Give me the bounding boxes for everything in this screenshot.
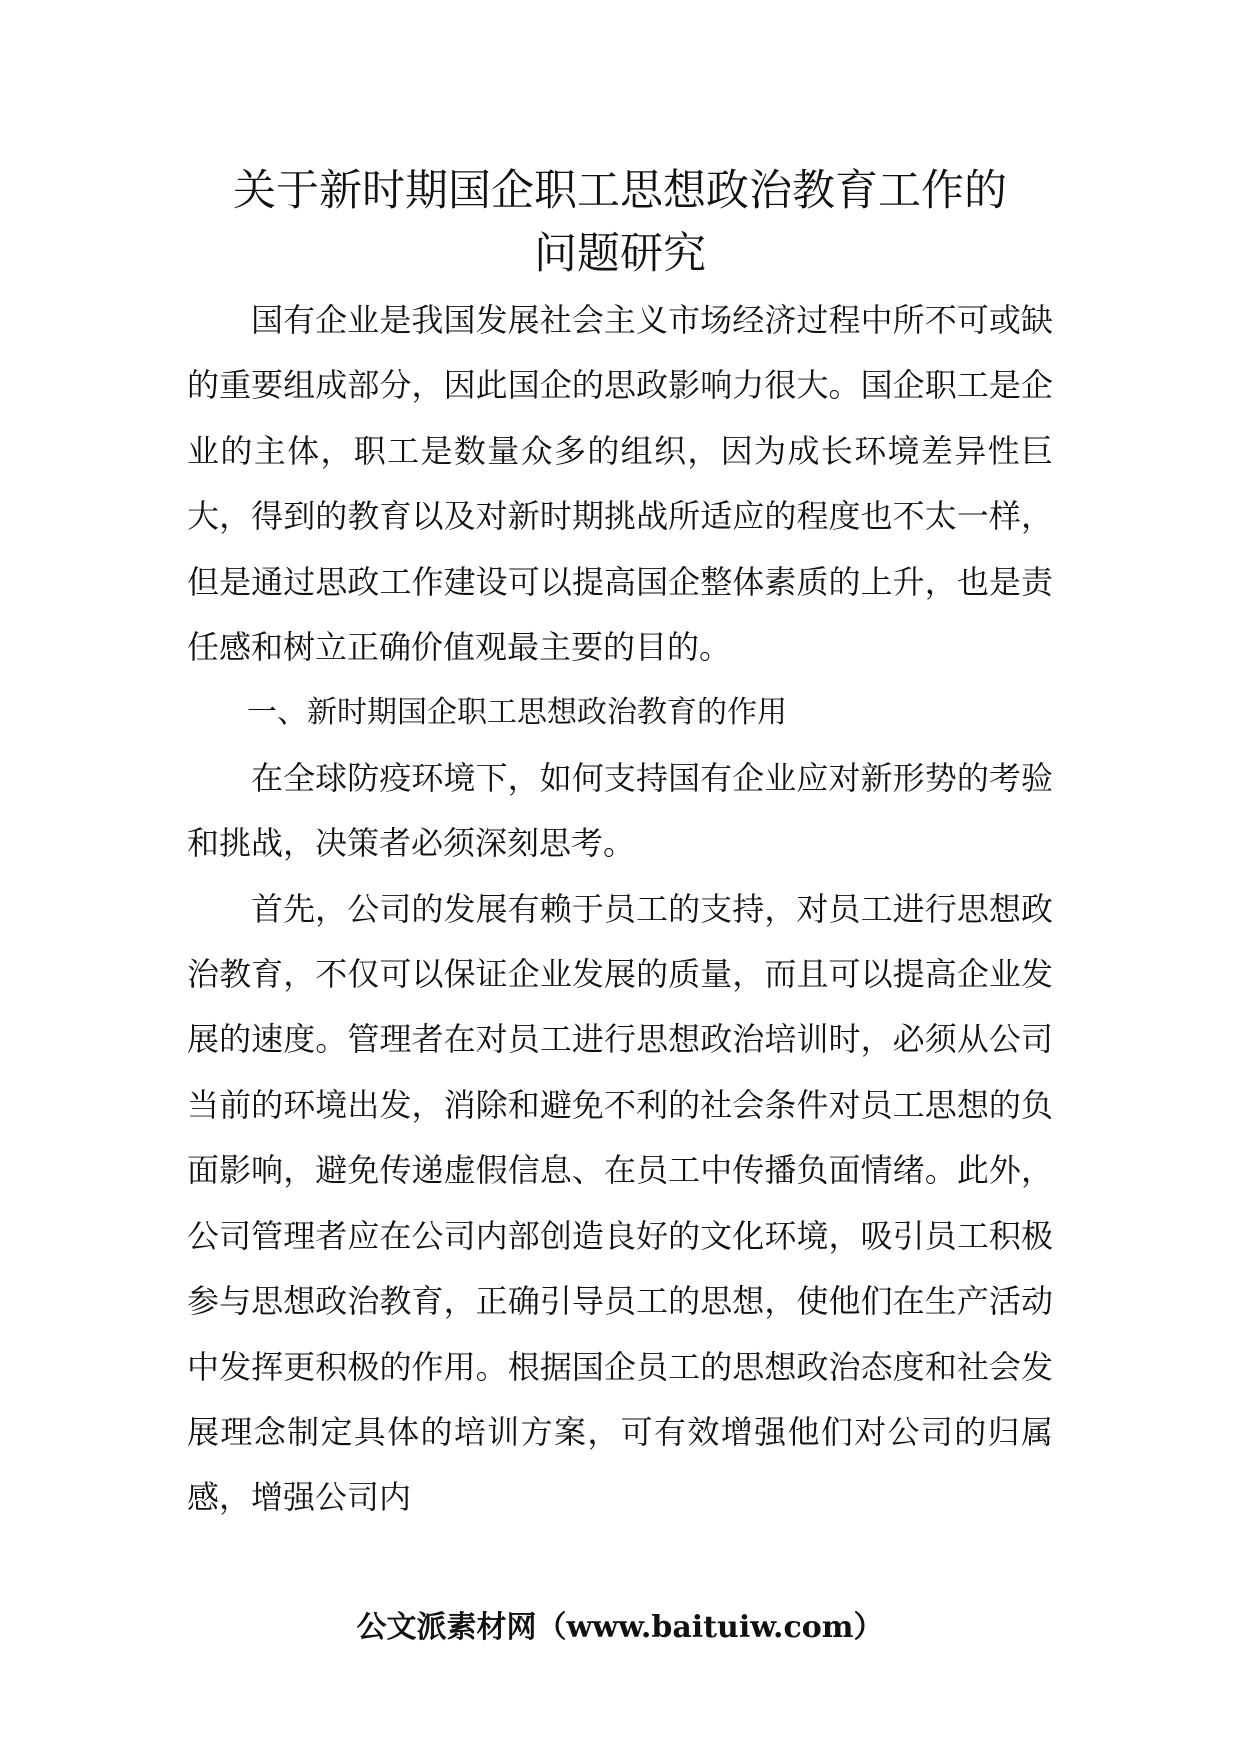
paragraph-intro: 国有企业是我国发展社会主义市场经济过程中所不可或缺的重要组成部分，因此国企的思政影响力很大。国企职工是企业的主体，职工是数量众多的组织，因为成长环境差异性巨大，得到的教育以及对新时期挑战所适应的程度也不太一样，但是通过思政工作建设可以提高国企整体素质的上升，也是责任感和树立正确价值观最主要的目的。 bbox=[187, 301, 1053, 667]
paragraph-context: 在全球防疫环境下，如何支持国有企业应对新形势的考验和挑战，决策者必须深刻思考。 bbox=[187, 758, 1053, 863]
document-title bbox=[187, 160, 1053, 286]
section-heading: 一、新时期国企职工思想政治教育的作用 bbox=[247, 695, 787, 731]
document-page bbox=[187, 160, 1053, 1531]
paragraph-first-point: 首先，公司的发展有赖于员工的支持，对员工进行思想政治教育，不仅可以保证企业发展的质量，而且可以提高企业发展的速度。管理者在对员工进行思想政治培训时，必须从公司当前的环境出发，消除和避免不利的社会条件对员工思想的负面影响，避免传递虚假信息、在员工中传播负面情绪。此外，公司管理者应在公司内部创造良好的文化环境，吸引员工积极参与思想政治教育，正确引导员工的思想，使他们在生产活动中发挥更积极的作用。根据国企员工的思想政治态度和社会发展理念制定具体的培训方案，可有效增强他们对公司的归属感，增强公司内 bbox=[187, 889, 1053, 1517]
title-line-1: 关于新时期国企职工思想政治教育工作的 bbox=[233, 166, 1007, 216]
document-body bbox=[187, 288, 1053, 1531]
footer-watermark: 公文派素材网（www.baituiw.com） bbox=[356, 1610, 884, 1645]
title-line-2: 问题研究 bbox=[534, 229, 706, 279]
